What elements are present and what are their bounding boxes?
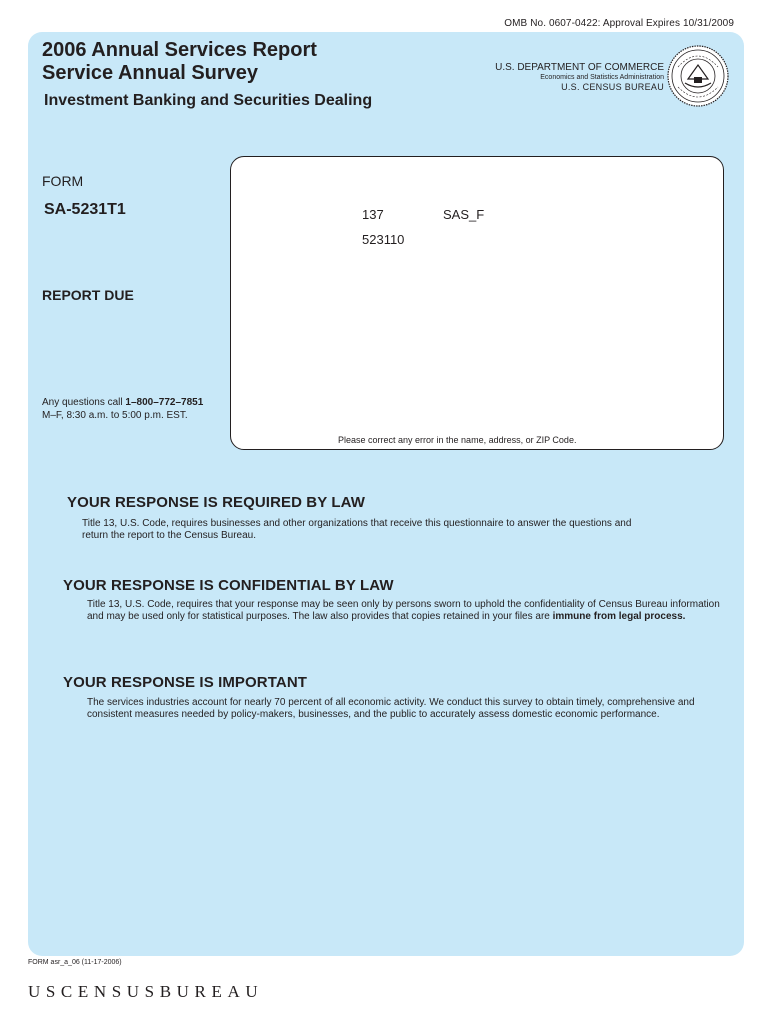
form-code: FORM asr_a_06 (11-17-2006) xyxy=(28,959,122,966)
address-field-id: 137 xyxy=(362,207,384,222)
omb-approval-notice: OMB No. 0607-0422: Approval Expires 10/31/2009 xyxy=(504,18,734,29)
report-due-label: REPORT DUE xyxy=(42,287,134,303)
section-heading-important: YOUR RESPONSE IS IMPORTANT xyxy=(63,674,308,691)
section-heading-required: YOUR RESPONSE IS REQUIRED BY LAW xyxy=(67,494,365,511)
contact-phone: 1–800–772–7851 xyxy=(125,397,204,408)
address-field-naics: 523110 xyxy=(362,232,405,247)
form-label: FORM xyxy=(42,173,84,189)
section-body-required: Title 13, U.S. Code, requires businesses and other organizations that receive this questionnaire to answer the questions and return the report to the Census Bureau. xyxy=(82,518,632,541)
address-correction-note: Please correct any error in the name, address, or ZIP Code. xyxy=(338,435,577,445)
agency-administration: Economics and Statistics Administration xyxy=(540,73,664,81)
section-body-confidential xyxy=(87,599,727,623)
industry-subtitle: Investment Banking and Securities Dealing xyxy=(44,92,373,109)
section-body-important: The services industries account for nearly 70 percent of all economic activity. We conduct this survey to obtain timely, comprehensive and consistent measures needed by policy-makers, businesses, and the public to accurately assess domestic economic performance. xyxy=(87,697,695,720)
department-of-commerce-seal-icon xyxy=(667,45,729,107)
agency-bureau: U.S. CENSUS BUREAU xyxy=(561,81,664,92)
contact-prefix: Any questions call xyxy=(42,397,126,408)
confidential-bold-text: immune from legal process. xyxy=(552,611,686,622)
section-heading-confidential: YOUR RESPONSE IS CONFIDENTIAL BY LAW xyxy=(63,577,394,594)
agency-department: U.S. DEPARTMENT OF COMMERCE xyxy=(495,62,664,73)
report-title: 2006 Annual Services Report xyxy=(42,39,317,61)
form-number: SA-5231T1 xyxy=(44,201,126,218)
confidential-text: Title 13, U.S. Code, requires that your response may be seen only by persons sworn to uphold the confidentiality of Census Bureau information and may be used only for statistical purposes. The law also provides that copies retained in your files are xyxy=(87,599,720,622)
contact-hours: M–F, 8:30 a.m. to 5:00 p.m. EST. xyxy=(42,409,188,421)
survey-title: Service Annual Survey xyxy=(42,62,259,84)
agency-block xyxy=(495,62,664,92)
contact-info xyxy=(42,397,203,422)
census-bureau-wordmark: USCENSUSBUREAU xyxy=(28,982,264,1001)
mailing-address-box xyxy=(230,156,724,450)
address-field-code: SAS_F xyxy=(443,207,485,222)
